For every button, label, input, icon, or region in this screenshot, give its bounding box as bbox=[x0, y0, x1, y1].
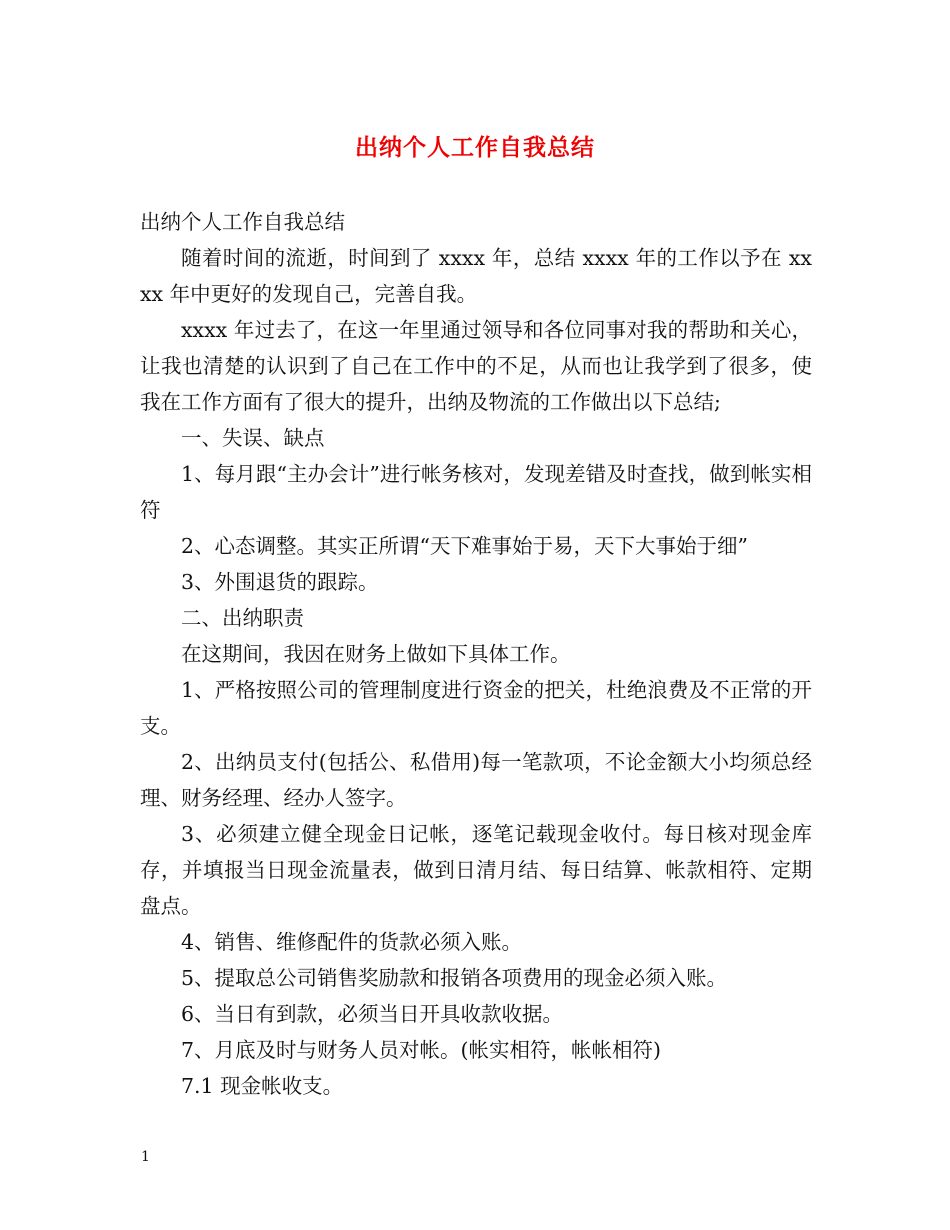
document-title: 出纳个人工作自我总结 bbox=[355, 135, 595, 161]
paragraph: 随着时间的流逝，时间到了 xxxx 年，总结 xxxx 年的工作以予在 xxxx 年中更好的发现自己，完善自我。 bbox=[140, 246, 812, 306]
paragraph: 2、出纳员支付(包括公、私借用)每一笔款项，不论金额大小均须总经理、财务经理、经办人签字。 bbox=[140, 750, 812, 810]
paragraph: xxxx 年过去了，在这一年里通过领导和各位同事对我的帮助和关心，让我也清楚的认识到了自己在工作中的不足，从而也让我学到了很多，使我在工作方面有了很大的提升，出纳及物流的工作做出以下总结; bbox=[140, 318, 812, 414]
paragraph: 3、必须建立健全现金日记帐，逐笔记载现金收付。每日核对现金库存，并填报当日现金流量表，做到日清月结、每日结算、帐款相符、定期盘点。 bbox=[140, 822, 812, 918]
paragraph: 7、月底及时与财务人员对帐。(帐实相符，帐帐相符) bbox=[181, 1038, 662, 1062]
section-heading: 一、失误、缺点 bbox=[181, 426, 325, 450]
paragraph: 1、严格按照公司的管理制度进行资金的把关，杜绝浪费及不正常的开支。 bbox=[140, 678, 812, 738]
section-heading: 二、出纳职责 bbox=[181, 606, 304, 630]
paragraph: 4、销售、维修配件的货款必须入账。 bbox=[181, 930, 523, 954]
document-body bbox=[140, 204, 812, 1104]
paragraph: 5、提取总公司销售奖励款和报销各项费用的现金必须入账。 bbox=[181, 966, 728, 990]
paragraph: 1、每月跟“主办会计”进行帐务核对，发现差错及时查找，做到帐实相符 bbox=[140, 462, 812, 522]
paragraph: 出纳个人工作自我总结 bbox=[140, 210, 345, 234]
paragraph: 在这期间，我因在财务上做如下具体工作。 bbox=[181, 642, 571, 666]
paragraph: 6、当日有到款，必须当日开具收款收据。 bbox=[181, 1002, 564, 1026]
paragraph: 3、外围退货的跟踪。 bbox=[181, 570, 379, 594]
paragraph: 7.1 现金帐收支。 bbox=[181, 1074, 344, 1098]
page-number: 1 bbox=[141, 1149, 150, 1165]
paragraph: 2、心态调整。其实正所谓“天下难事始于易，天下大事始于细” bbox=[181, 534, 749, 558]
